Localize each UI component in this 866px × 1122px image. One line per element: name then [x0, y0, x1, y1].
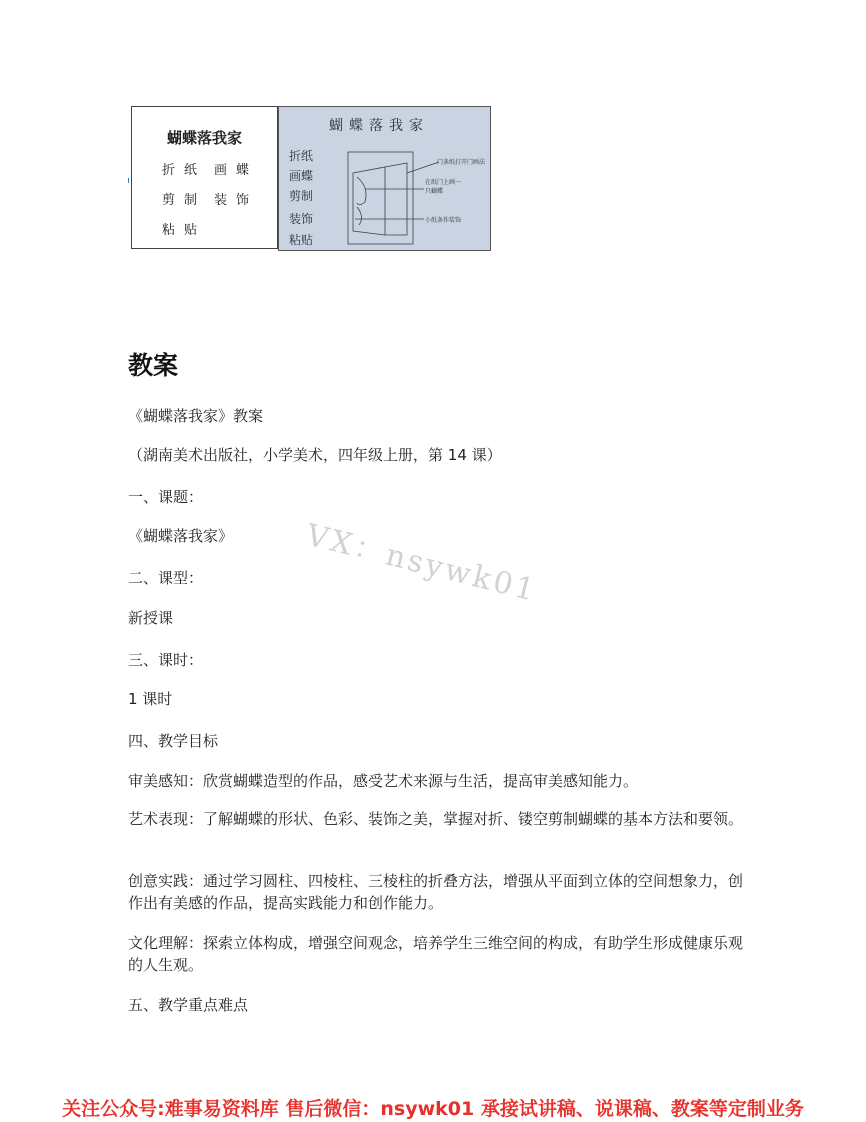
- step-char: 贴: [184, 223, 200, 238]
- cursor-marker: [128, 178, 129, 183]
- section-heading: 四、教学目标: [128, 732, 219, 750]
- doc-paragraph: 艺术表现：了解蝴蝶的形状、色彩、装饰之美，掌握对折、镂空剪制蝴蝶的基本方法和要领。: [128, 810, 744, 828]
- sketch-note: 在纸门上画一只蝴蝶: [425, 179, 462, 195]
- doc-paragraph: 审美感知：欣赏蝴蝶造型的作品，感受艺术来源与生活，提高审美感知能力。: [128, 772, 639, 790]
- sketch-label: 折纸: [289, 149, 314, 163]
- figure-row-2: [162, 189, 258, 208]
- watermark: VX：nsywk01: [302, 517, 541, 609]
- sketch-note: 小纸条作装饰: [425, 217, 462, 224]
- footer-banner: 关注公众号:难事易资料库 售后微信：nsywk01 承接试讲稿、说课稿、教案等定制业务: [62, 1098, 804, 1120]
- section-heading: 二、课型：: [128, 569, 204, 587]
- doc-paragraph: 《蝴蝶落我家》教案: [128, 407, 264, 425]
- section-heading: 五、教学重点难点: [128, 996, 249, 1014]
- step-char: 饰: [236, 193, 252, 208]
- figure-left-title: 蝴蝶落我家: [166, 129, 242, 147]
- doc-paragraph: 创意实践：通过学习圆柱、四棱柱、三棱柱的折叠方法，增强从平面到立体的空间想象力，创作出有美感的作品，提高实践能力和创作能力。: [128, 872, 744, 912]
- section-heading: 三、课时：: [128, 651, 204, 669]
- doc-paragraph: （湖南美术出版社，小学美术，四年级上册，第 14 课）: [128, 446, 502, 464]
- section-heading: 一、课题：: [128, 488, 204, 506]
- step-char: 纸: [184, 163, 200, 178]
- figure-row-1: [162, 159, 258, 178]
- figure-sketch-photo: [278, 106, 491, 251]
- step-char: 粘: [162, 223, 178, 238]
- figure-row-3: [162, 219, 206, 238]
- figure-text-panel: [131, 106, 278, 249]
- sketch-label: 画蝶: [289, 169, 314, 183]
- step-char: 画: [214, 163, 230, 178]
- step-char: 制: [184, 193, 200, 208]
- sketch-title: 蝴蝶落我家: [329, 118, 429, 134]
- page-title: 教案: [128, 351, 179, 380]
- step-char: 剪: [162, 193, 178, 208]
- doc-paragraph: 新授课: [128, 609, 174, 627]
- step-char: 装: [214, 193, 230, 208]
- lesson-figure: [131, 106, 492, 251]
- doc-paragraph: 《蝴蝶落我家》: [128, 527, 234, 545]
- step-char: 折: [162, 163, 178, 178]
- step-char: 蝶: [236, 163, 252, 178]
- sketch-note: 门条纸打开门画法: [437, 159, 486, 166]
- sketch-label: 剪制: [289, 189, 314, 203]
- sketch-label: 装饰: [289, 212, 314, 226]
- doc-paragraph: 1 课时: [128, 690, 173, 708]
- sketch-label: 粘贴: [289, 233, 314, 247]
- doc-paragraph: 文化理解：探索立体构成，增强空间观念，培养学生三维空间的构成，有助学生形成健康乐观的人生观。: [128, 934, 744, 974]
